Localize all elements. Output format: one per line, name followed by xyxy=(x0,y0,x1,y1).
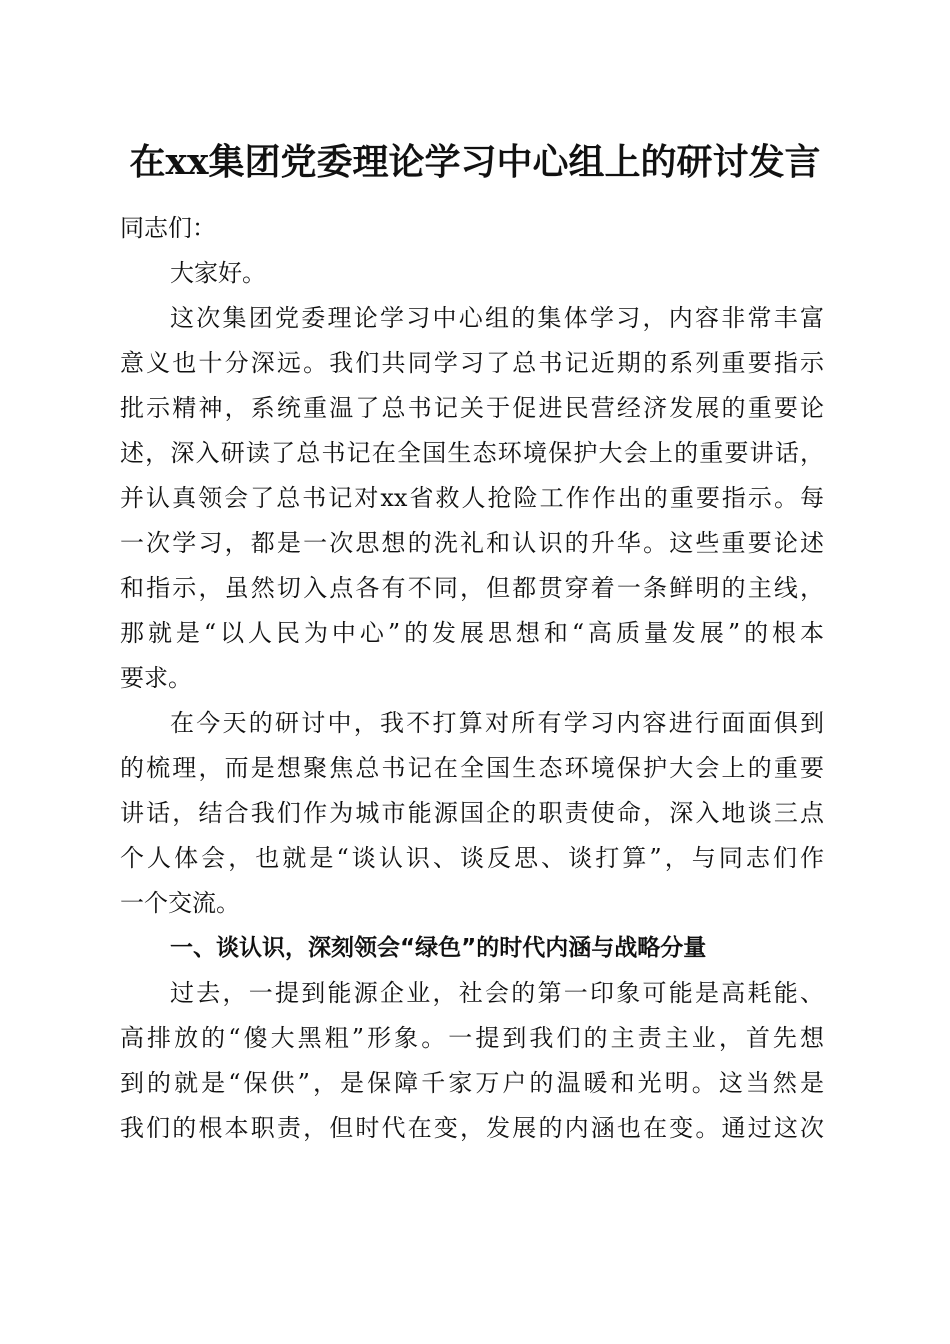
paragraph-line: 我们的根本职责，但时代在变，发展的内涵也在变。通过这次 xyxy=(120,1114,824,1142)
document-body xyxy=(120,206,824,1151)
paragraph-line: 的梳理，而是想聚焦总书记在全国生态环境保护大会上的重要 xyxy=(120,754,824,782)
paragraph-line: 高排放的“傻大黑粗”形象。一提到我们的主责主业，首先想 xyxy=(120,1024,824,1052)
paragraph-line: 这次集团党委理论学习中心组的集体学习，内容非常丰富 xyxy=(170,304,824,332)
paragraph-line: 述，深入研读了总书记在全国生态环境保护大会上的重要讲话， xyxy=(120,439,824,467)
paragraph-line: 到的就是“保供”，是保障千家万户的温暖和光明。这当然是 xyxy=(120,1069,824,1097)
paragraph-line: 批示精神，系统重温了总书记关于促进民营经济发展的重要论 xyxy=(120,394,824,422)
paragraph-line: 讲话，结合我们作为城市能源国企的职责使命，深入地谈三点 xyxy=(120,799,824,827)
greeting: 大家好。 xyxy=(170,259,266,287)
paragraph-line: 过去，一提到能源企业，社会的第一印象可能是高耗能、 xyxy=(170,979,824,1007)
paragraph-line: 要求。 xyxy=(120,664,192,692)
paragraph-line: 一次学习，都是一次思想的洗礼和认识的升华。这些重要论述 xyxy=(120,529,824,557)
paragraph-line: 一个交流。 xyxy=(120,889,240,917)
paragraph-line: 意义也十分深远。我们共同学习了总书记近期的系列重要指示 xyxy=(120,349,824,377)
salutation: 同志们： xyxy=(120,214,216,242)
paragraph-line: 在今天的研讨中，我不打算对所有学习内容进行面面俱到 xyxy=(170,709,824,737)
paragraph-line: 并认真领会了总书记对xx省救人抢险工作作出的重要指示。每 xyxy=(120,484,824,512)
paragraph-line: 和指示，虽然切入点各有不同，但都贯穿着一条鲜明的主线， xyxy=(120,574,824,602)
document-title: 在xx集团党委理论学习中心组上的研讨发言 xyxy=(129,141,821,183)
paragraph-line: 个人体会，也就是“谈认识、谈反思、谈打算”，与同志们作 xyxy=(120,844,824,872)
section-heading: 一、谈认识，深刻领会“绿色”的时代内涵与战略分量 xyxy=(170,935,707,961)
paragraph-line: 那就是“以人民为中心”的发展思想和“高质量发展”的根本 xyxy=(120,619,824,647)
